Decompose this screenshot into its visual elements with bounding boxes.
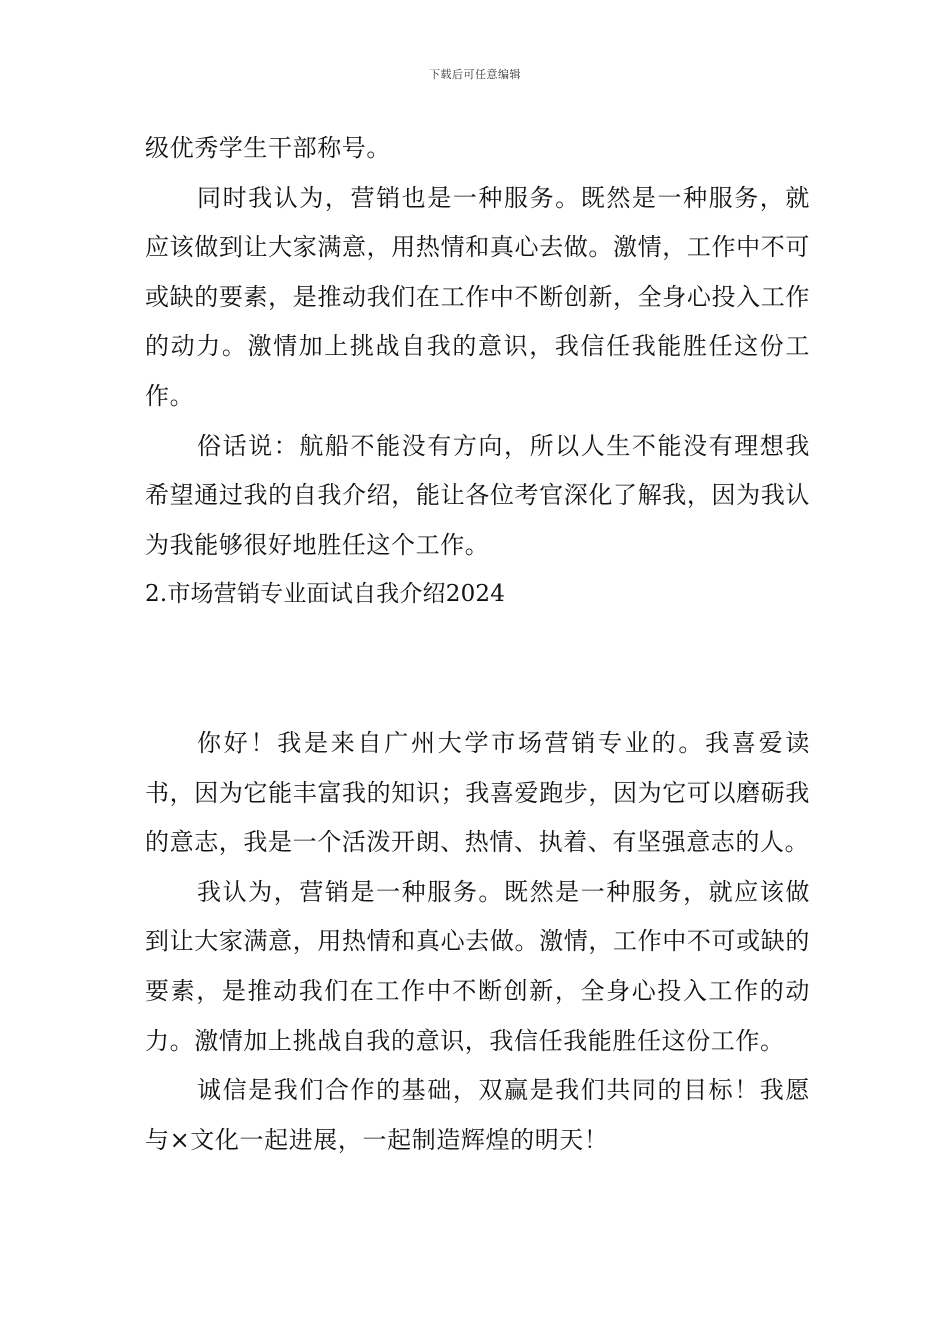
paragraph: 诚信是我们合作的基础，双赢是我们共同的目标！我愿与×文化一起进展，一起制造辉煌的明天！: [145, 1076, 810, 1154]
paragraph: 级优秀学生干部称号。: [145, 134, 391, 162]
paragraph: 同时我认为，营销也是一种服务。既然是一种服务，就应该做到让大家满意，用热情和真心去做。激情，工作中不可或缺的要素，是推动我们在工作中不断创新，全身心投入工作的动力。激情加上挑战自我的意识，我信任我能胜任这份工作。: [145, 183, 810, 410]
page-header: 下载后可任意编辑: [429, 68, 521, 81]
paragraph: 俗话说：航船不能没有方向，所以人生不能没有理想我希望通过我的自我介绍，能让各位考官深化了解我，因为我认为我能够很好地胜任这个工作。: [145, 431, 810, 559]
section-heading: 2.市场营销专业面试自我介绍2024: [145, 581, 506, 608]
section-spacer: [145, 620, 810, 719]
paragraph: 你好！我是来自广州大学市场营销专业的。我喜爱读书，因为它能丰富我的知识；我喜爱跑步，因为它可以磨砺我的意志，我是一个活泼开朗、热情、执着、有坚强意志的人。: [145, 728, 810, 857]
document-body: [145, 124, 810, 1165]
paragraph: 我认为，营销是一种服务。既然是一种服务，就应该做到让大家满意，用热情和真心去做。激情，工作中不可或缺的要素，是推动我们在工作中不断创新，全身心投入工作的动力。激情加上挑战自我的意识，我信任我能胜任这份工作。: [145, 877, 810, 1055]
